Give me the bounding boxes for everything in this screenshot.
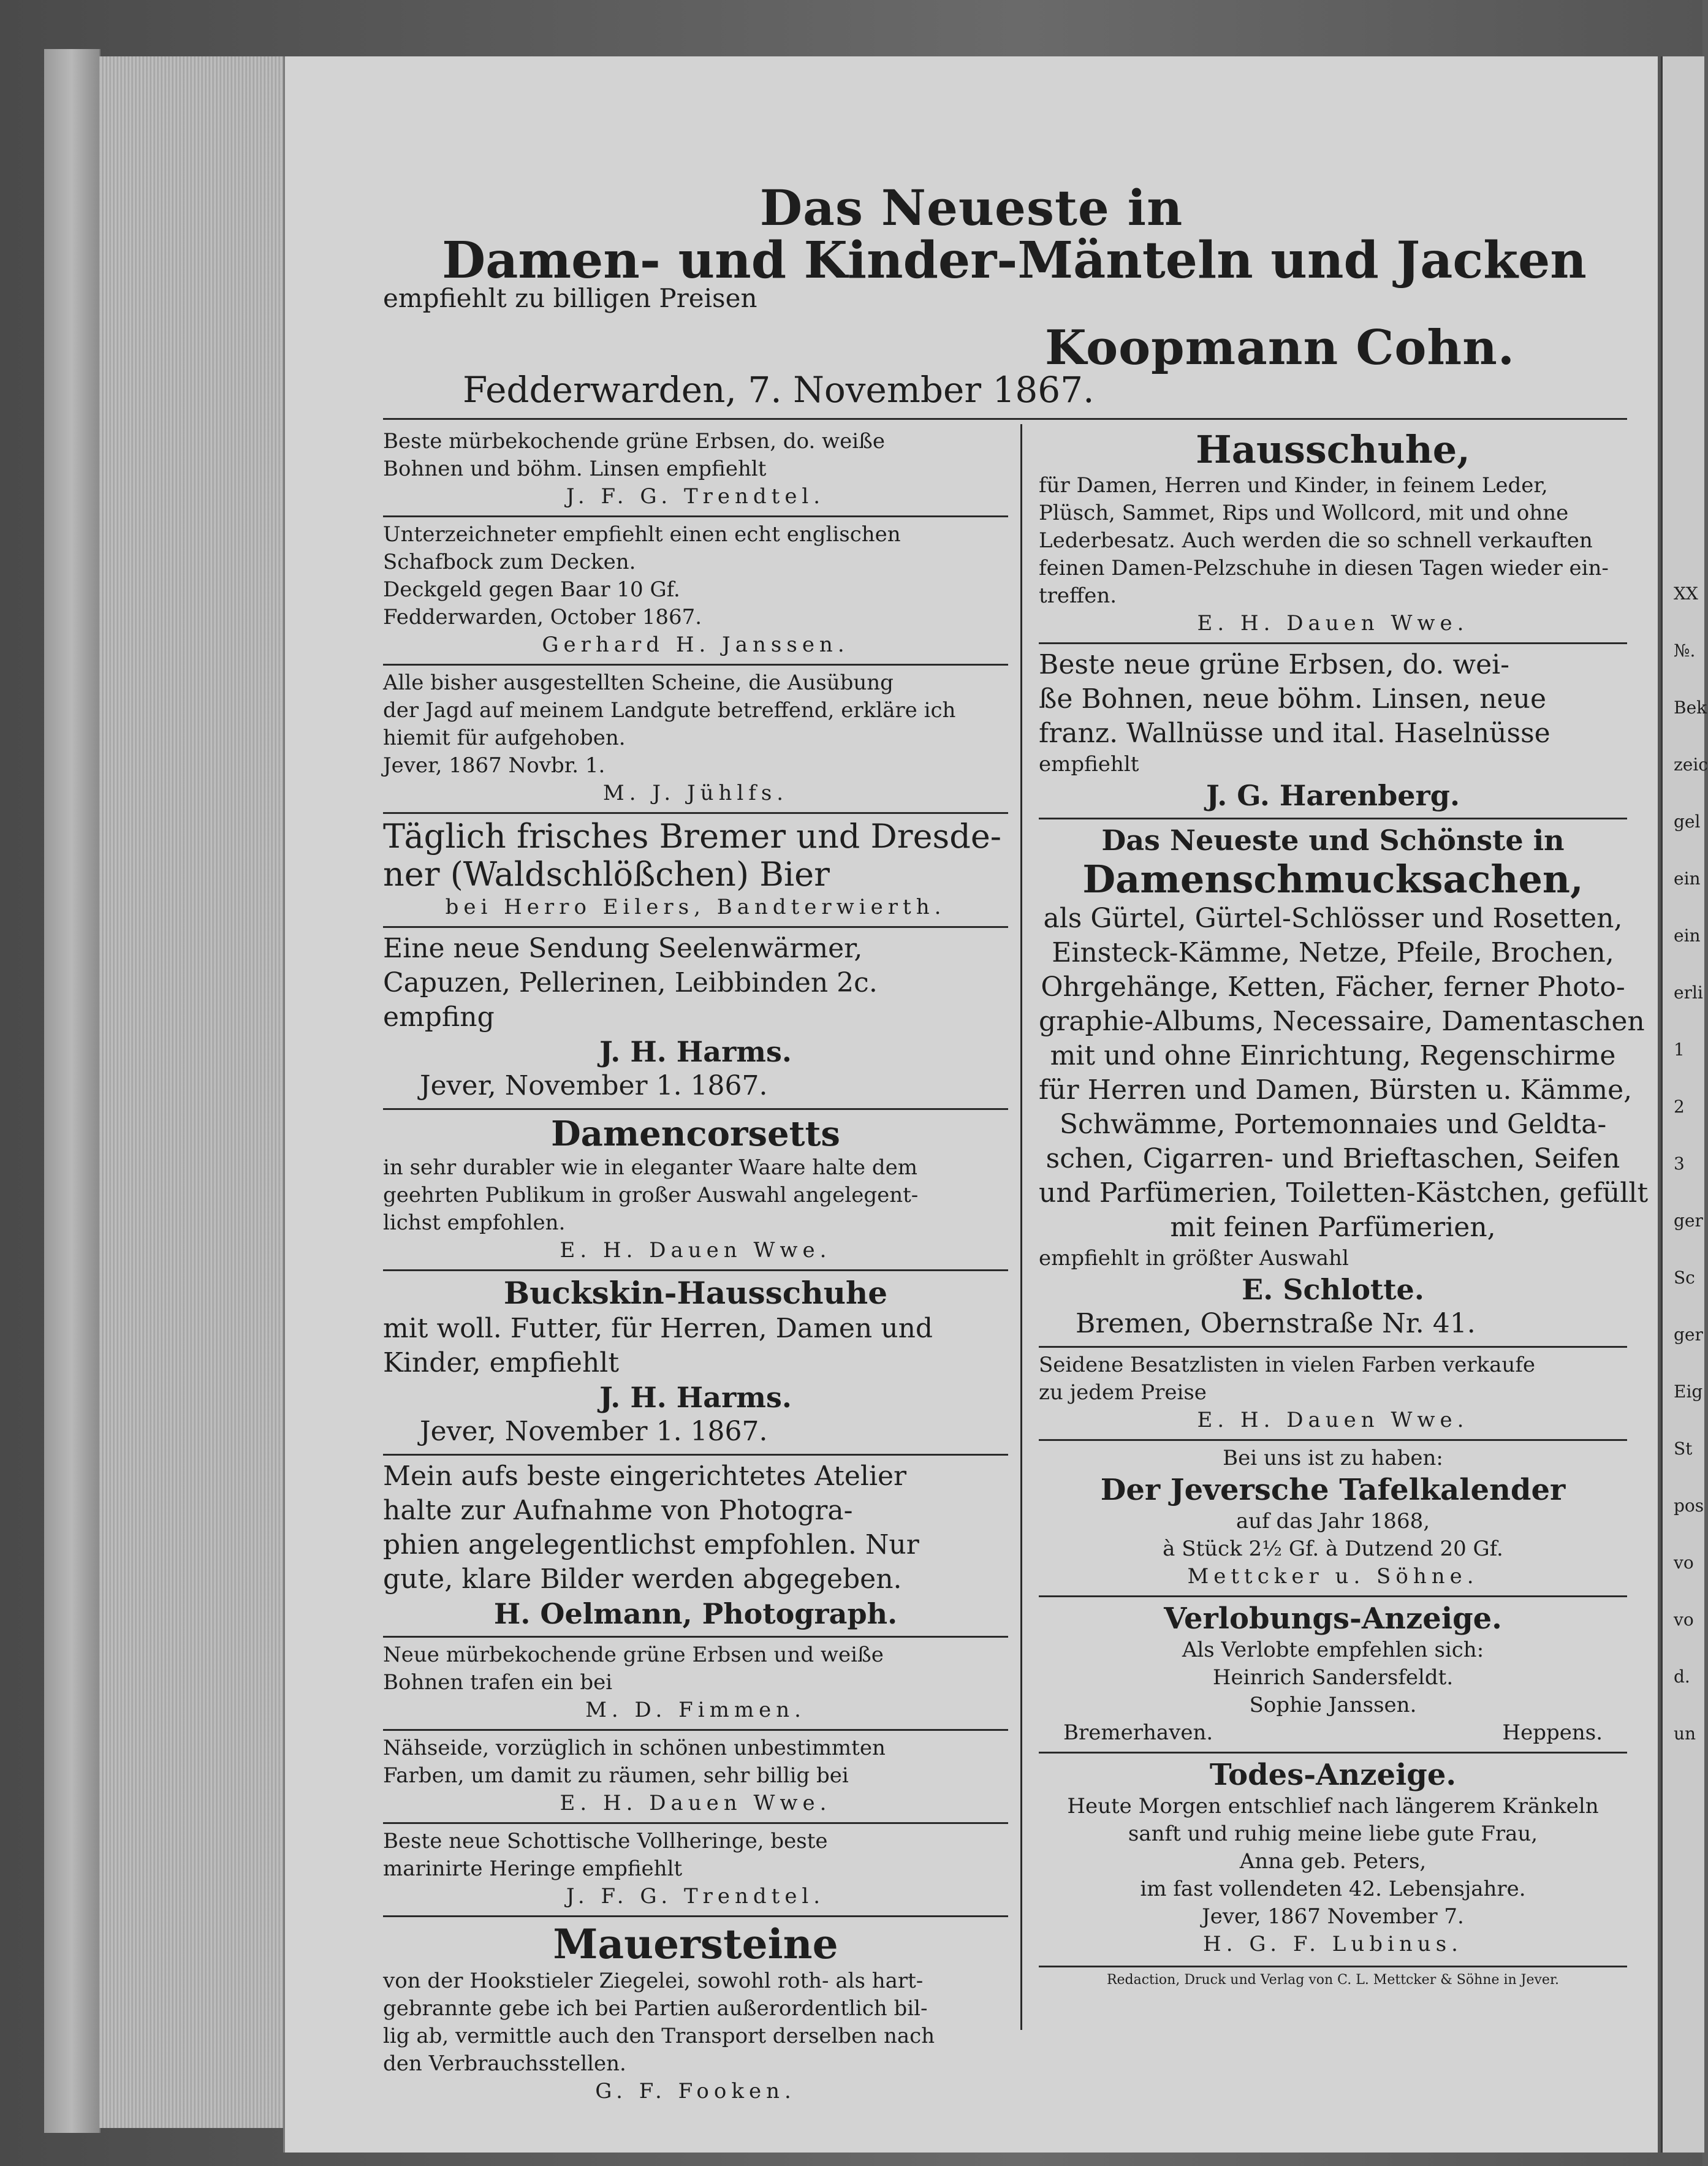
ad-text-line: halte zur Aufnahme von Photogra- bbox=[383, 1495, 853, 1526]
advertisement bbox=[383, 1917, 1008, 2110]
ad-signature: J. G. Harenberg. bbox=[1206, 779, 1460, 812]
ad-text-line: schen, Cigarren- und Brieftaschen, Seifen bbox=[1046, 1143, 1620, 1174]
ad-signature: E. H. Dauen Wwe. bbox=[560, 1791, 832, 1815]
ad-text-line: gute, klare Bilder werden abgegeben. bbox=[383, 1564, 902, 1595]
ad-text-line: auf das Jahr 1868, bbox=[1235, 1509, 1430, 1533]
next-page-fragment: d. bbox=[1674, 1666, 1690, 1687]
ad-signature: J. F. G. Trendtel. bbox=[566, 484, 826, 509]
advertisement bbox=[383, 1824, 1008, 1917]
ad-text-line: Heinrich Sandersfeldt. bbox=[1212, 1665, 1454, 1690]
ad-text-line: Capuzen, Pellerinen, Leibbinden 2c. bbox=[383, 967, 878, 998]
ad-text-line: Jever, 1867 Novbr. 1. bbox=[383, 753, 605, 778]
column-divider bbox=[1020, 424, 1022, 2030]
ad-text-line: Schafbock zum Decken. bbox=[383, 550, 636, 574]
ad-signature: Gerhard H. Janssen. bbox=[542, 633, 849, 657]
ad-signature: J. H. Harms. bbox=[599, 1381, 792, 1414]
advertisement bbox=[1039, 1754, 1627, 1963]
ad-signature: E. H. Dauen Wwe. bbox=[1197, 611, 1469, 636]
advertisement bbox=[383, 1110, 1008, 1271]
ad-date: Jever, November 1. 1867. bbox=[420, 1416, 768, 1447]
ad-text-line: Nähseide, vorzüglich in schönen unbestimmten bbox=[383, 1736, 886, 1760]
ad-text-line: Alle bisher ausgestellten Scheine, die Ausübung bbox=[383, 671, 894, 695]
next-page-fragment: gel bbox=[1674, 811, 1701, 832]
ad-lead: Bei uns ist zu haben: bbox=[1223, 1446, 1443, 1470]
ad-signature: H. Oelmann, Photograph. bbox=[493, 1597, 898, 1630]
ad-text-line: Deckgeld gegen Baar 10 Gf. bbox=[383, 577, 680, 602]
ad-text-line: Sophie Janssen. bbox=[1249, 1693, 1417, 1717]
ad-text-line: empfing bbox=[383, 1001, 495, 1033]
ad-text-line: Plüsch, Sammet, Rips und Wollcord, mit und ohne bbox=[1039, 501, 1569, 525]
ad-signature: H. G. F. Lubinus. bbox=[1203, 1932, 1463, 1956]
ad-text-line: Unterzeichneter empfiehlt einen echt englischen bbox=[383, 522, 901, 547]
ad-signature: E. H. Dauen Wwe. bbox=[560, 1238, 832, 1263]
next-page-fragment: vo bbox=[1674, 1552, 1694, 1573]
ad-text-line: Seidene Besatzlisten in vielen Farben verkaufe bbox=[1039, 1353, 1536, 1377]
ad-text-line: hiemit für aufgehoben. bbox=[383, 726, 626, 750]
ad-text-line: phien angelegentlichst empfohlen. Nur bbox=[383, 1529, 919, 1560]
ad-text-line: franz. Wallnüsse und ital. Haselnüsse bbox=[1039, 718, 1550, 749]
ad-text-line: Fedderwarden, October 1867. bbox=[383, 605, 702, 629]
ad-text-line: Eine neue Sendung Seelenwärmer, bbox=[383, 933, 863, 964]
ad-title: Verlobungs-Anzeige. bbox=[1164, 1602, 1502, 1636]
ad-title: Damenschmucksachen, bbox=[1082, 857, 1584, 902]
advertisement bbox=[1039, 644, 1627, 819]
header-line2: Damen- und Kinder-Mänteln und Jacken bbox=[442, 231, 1587, 290]
ad-text-line: à Stück 2½ Gf. à Dutzend 20 Gf. bbox=[1163, 1537, 1503, 1561]
ad-text-line: feinen Damen-Pelzschuhe in diesen Tagen wieder ein- bbox=[1039, 556, 1609, 580]
ad-text-line: von der Hookstieler Ziegelei, sowohl roth- als hart- bbox=[383, 1969, 924, 1993]
next-page-fragment: XX bbox=[1674, 583, 1698, 604]
header-dateline: Fedderwarden, 7. November 1867. bbox=[463, 369, 1095, 411]
next-page-fragment: Eig bbox=[1674, 1381, 1703, 1402]
ad-text-line: treffen. bbox=[1039, 583, 1117, 608]
ad-text-line: der Jagd auf meinem Landgute betreffend, erkläre ich bbox=[383, 698, 956, 723]
ad-text-line: Jever, 1867 November 7. bbox=[1202, 1904, 1464, 1929]
header-merchant: Koopmann Cohn. bbox=[1045, 320, 1515, 376]
ad-title: Todes-Anzeige. bbox=[1209, 1758, 1457, 1792]
header-line3: empfiehlt zu billigen Preisen bbox=[383, 283, 757, 313]
ad-text-line: Als Verlobte empfehlen sich: bbox=[1182, 1638, 1484, 1662]
ad-place: Bremerhaven. bbox=[1063, 1720, 1213, 1745]
ad-signature: M. D. Fimmen. bbox=[585, 1698, 806, 1722]
ad-text-line: Einsteck-Kämme, Netze, Pfeile, Brochen, bbox=[1052, 937, 1614, 968]
ad-text-line: Täglich frisches Bremer und Dresde- bbox=[383, 817, 1002, 856]
ad-text-line: und Parfümerien, Toiletten-Kästchen, gefüllt bbox=[1039, 1177, 1649, 1209]
advertisement bbox=[1039, 1441, 1627, 1597]
advertisement bbox=[383, 1271, 1008, 1456]
advertisement bbox=[383, 1731, 1008, 1824]
ad-text-line: Bohnen trafen ein bei bbox=[383, 1670, 613, 1695]
advertisement bbox=[1039, 1597, 1627, 1754]
advertisement bbox=[383, 814, 1008, 928]
ad-text-line: als Gürtel, Gürtel-Schlösser und Rosetten, bbox=[1043, 903, 1623, 934]
advertisement bbox=[383, 517, 1008, 666]
ad-text-line: Bohnen und böhm. Linsen empfiehlt bbox=[383, 457, 767, 481]
header-rule bbox=[383, 418, 1627, 420]
ad-text-line: in sehr durabler wie in eleganter Waare halte dem bbox=[383, 1155, 917, 1180]
next-page-fragment: 2 bbox=[1674, 1096, 1685, 1117]
advertisement bbox=[1039, 1348, 1627, 1441]
ad-lead: empfiehlt in größter Auswahl bbox=[1039, 1246, 1349, 1271]
advertisement bbox=[1039, 819, 1649, 1348]
ad-text-line: Neue mürbekochende grüne Erbsen und weiße bbox=[383, 1643, 884, 1667]
ad-text-line: mit feinen Parfümerien, bbox=[1170, 1212, 1496, 1243]
next-page-fragment: ein bbox=[1674, 868, 1701, 889]
page-edges bbox=[99, 56, 284, 2128]
next-page-fragment: Sc bbox=[1674, 1267, 1695, 1288]
ad-text-line: Kinder, empfiehlt bbox=[383, 1347, 620, 1378]
ad-text-line: mit und ohne Einrichtung, Regenschirme bbox=[1050, 1040, 1616, 1071]
ad-signature: J. H. Harms. bbox=[599, 1035, 792, 1068]
ad-text-line: Heute Morgen entschlief nach längerem Kränkeln bbox=[1067, 1794, 1599, 1818]
ad-date: Jever, November 1. 1867. bbox=[420, 1070, 768, 1101]
ad-title: Buckskin-Hausschuhe bbox=[503, 1275, 888, 1311]
next-page-fragment: St bbox=[1674, 1438, 1693, 1459]
next-page-fragment: vo bbox=[1674, 1609, 1694, 1630]
ad-lead: empfiehlt bbox=[1039, 752, 1139, 777]
ad-text-line: Lederbesatz. Auch werden die so schnell verkauften bbox=[1039, 528, 1593, 553]
ad-text-line: Schwämme, Portemonnaies und Geldta- bbox=[1059, 1109, 1607, 1140]
ad-title: Mauersteine bbox=[553, 1920, 838, 1968]
ad-text-line: den Verbrauchsstellen. bbox=[383, 2051, 626, 2076]
advertisement bbox=[383, 424, 1008, 517]
ad-text-line: zu jedem Preise bbox=[1039, 1380, 1207, 1405]
next-page-fragment: ger bbox=[1674, 1210, 1703, 1231]
ad-text-line: ße Bohnen, neue böhm. Linsen, neue bbox=[1039, 683, 1547, 715]
ad-text-line: marinirte Heringe empfiehlt bbox=[383, 1856, 683, 1881]
ad-signature: G. F. Fooken. bbox=[595, 2079, 796, 2103]
ad-signature: M. J. Jühlfs. bbox=[602, 781, 789, 805]
ad-text-line: sanft und ruhig meine liebe gute Frau, bbox=[1128, 1822, 1538, 1846]
next-page-fragment: №. bbox=[1674, 640, 1696, 661]
ad-text-line: graphie-Albums, Necessaire, Damentaschen bbox=[1039, 1006, 1645, 1037]
left-column bbox=[383, 424, 1008, 2110]
ad-signature: J. F. G. Trendtel. bbox=[566, 1884, 826, 1909]
ad-text-line: Beste mürbekochende grüne Erbsen, do. weiße bbox=[383, 429, 885, 454]
header-line1: Das Neueste in bbox=[759, 179, 1183, 237]
imprint: Redaction, Druck und Verlag von C. L. Mettcker & Söhne in Jever. bbox=[1039, 1966, 1627, 1988]
ad-text-line: Ohrgehänge, Ketten, Fächer, ferner Photo- bbox=[1041, 971, 1625, 1003]
ad-date: Bremen, Obernstraße Nr. 41. bbox=[1076, 1308, 1476, 1339]
advertisement bbox=[383, 928, 1008, 1110]
ad-text-line: lichst empfohlen. bbox=[383, 1210, 566, 1235]
ad-text-line: für Herren und Damen, Bürsten u. Kämme, bbox=[1039, 1074, 1633, 1106]
ad-text-line: geehrten Publikum in großer Auswahl angelegent- bbox=[383, 1183, 919, 1207]
ad-text-line: gebrannte gebe ich bei Partien außerordentlich bil- bbox=[383, 1996, 928, 2021]
ad-place-row bbox=[1039, 1719, 1627, 1747]
ad-text-line: Mein aufs beste eingerichtetes Atelier bbox=[383, 1461, 907, 1492]
ad-text-line: Beste neue Schottische Vollheringe, beste bbox=[383, 1829, 828, 1853]
next-page-fragment: ger bbox=[1674, 1324, 1703, 1345]
right-column bbox=[1039, 424, 1649, 1988]
next-page-fragment: pos bbox=[1674, 1495, 1704, 1516]
newspaper-page bbox=[283, 56, 1658, 2153]
ad-title: Das Neueste und Schönste in bbox=[1101, 824, 1565, 857]
next-page-fragment: ein bbox=[1674, 925, 1701, 946]
ad-signature: E. Schlotte. bbox=[1242, 1273, 1424, 1306]
ad-title: Hausschuhe, bbox=[1196, 427, 1470, 472]
next-page-fragment: erli bbox=[1674, 982, 1703, 1003]
next-page-fragment: 1 bbox=[1674, 1039, 1685, 1060]
next-page-fragment: Bek bbox=[1674, 697, 1707, 718]
ad-text-line: Beste neue grüne Erbsen, do. wei- bbox=[1039, 649, 1510, 680]
next-page-strip bbox=[1661, 56, 1708, 2153]
ad-signature: bei Herro Eilers, Bandterwierth. bbox=[445, 895, 946, 919]
next-page-fragment: un bbox=[1674, 1723, 1696, 1744]
ad-text-line: für Damen, Herren und Kinder, in feinem Leder, bbox=[1039, 473, 1548, 498]
book-binding bbox=[44, 49, 101, 2133]
ad-signature: Mettcker u. Söhne. bbox=[1187, 1564, 1479, 1589]
ad-text-line: ner (Waldschlößchen) Bier bbox=[383, 855, 830, 894]
advertisement bbox=[383, 1456, 1008, 1638]
ad-text-line: im fast vollendeten 42. Lebensjahre. bbox=[1140, 1877, 1526, 1901]
ad-text-line: Anna geb. Peters, bbox=[1239, 1849, 1427, 1874]
advertisement bbox=[383, 1638, 1008, 1731]
advertisement bbox=[383, 666, 1008, 814]
next-page-fragment: 3 bbox=[1674, 1153, 1685, 1174]
next-page-fragment: zeic bbox=[1674, 754, 1708, 775]
ad-text-line: Farben, um damit zu räumen, sehr billig bei bbox=[383, 1763, 849, 1788]
ad-signature: E. H. Dauen Wwe. bbox=[1197, 1408, 1469, 1432]
advertisement bbox=[1039, 424, 1627, 644]
ad-title: Damencorsetts bbox=[551, 1114, 840, 1154]
ad-place: Heppens. bbox=[1502, 1720, 1603, 1745]
ad-text-line: lig ab, vermittle auch den Transport derselben nach bbox=[383, 2024, 935, 2048]
ad-text-line: mit woll. Futter, für Herren, Damen und bbox=[383, 1313, 933, 1344]
ad-title: Der Jeversche Tafelkalender bbox=[1100, 1473, 1566, 1507]
